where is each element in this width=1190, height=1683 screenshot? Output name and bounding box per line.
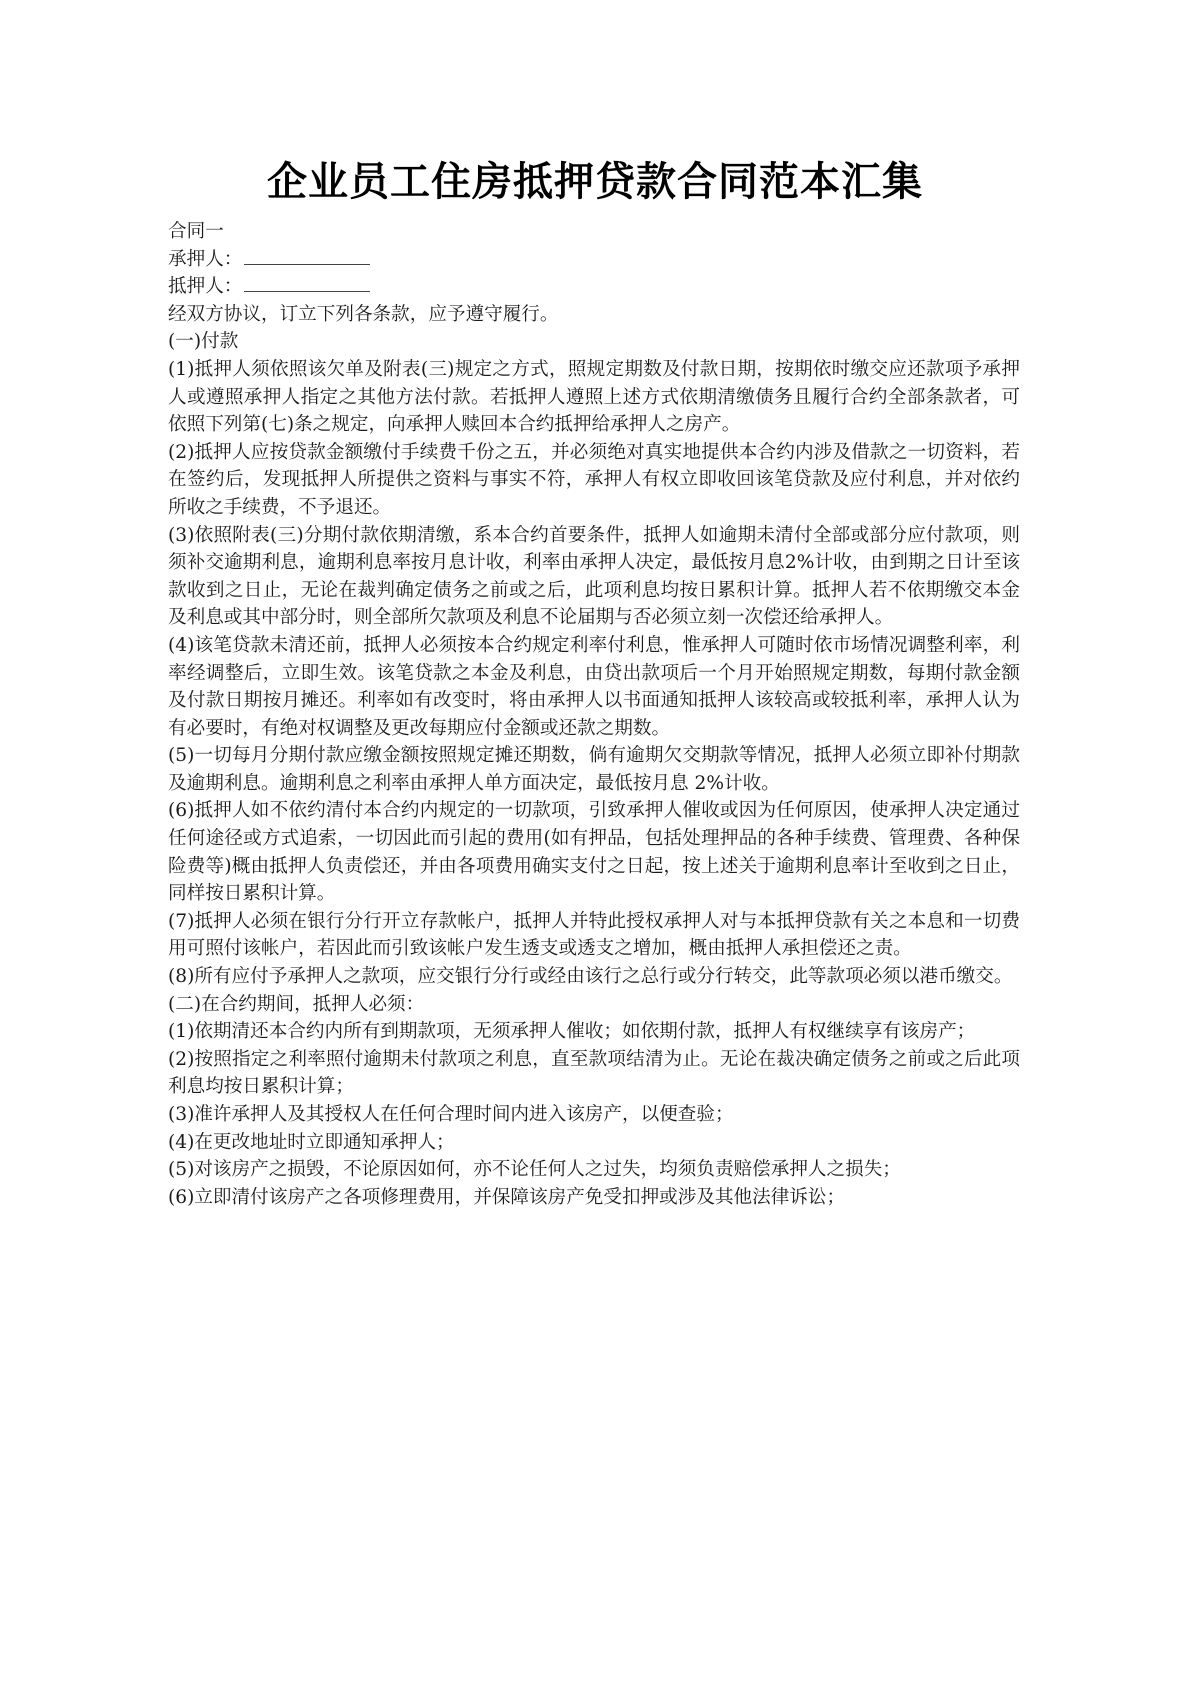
party-mortgagee-label: 承押人： <box>168 248 243 270</box>
clause: (3)准许承押人及其授权人在任何合理时间内进入该房产，以便查验； <box>168 1104 734 1125</box>
preamble: 经双方协议，订立下列各条款，应予遵守履行。 <box>168 303 559 325</box>
clause: (6)抵押人如不依约清付本合约内规定的一切款项，引致承押人催收或因为任何原因，使承押人决定通过任何途径或方式追索，一切因此而引起的费用(如有押品，包括处理押品的各种手续费、管理费、各种保险费等)概由抵押人负责偿还，并由各项费用确实支付之日起，按上述关于逾期利息率计至收到之日止，同样按日累积计算。 <box>168 800 1020 905</box>
clause: (5)一切每月分期付款应缴金额按照规定摊还期数，倘有逾期欠交期款等情况，抵押人必须立即补付期款及逾期利息。逾期利息之利率由承押人单方面决定，最低按月息 2%计收。 <box>168 745 1020 794</box>
party-mortgagor-blank <box>244 273 370 292</box>
clause: (3)依照附表(三)分期付款依期清缴，系本合约首要条件，抵押人如逾期未清付全部或部分应付款项，则须补交逾期利息，逾期利息率按月息计收，利率由承押人决定，最低按月息2%计收，由到期之日计至该款收到之日止，无论在裁判确定债务之前或之后，此项利息均按日累积计算。抵押人若不依期缴交本金及利息或其中部分时，则全部所欠款项及利息不论届期与否必须立刻一次偿还给承押人。 <box>168 524 1020 629</box>
document-body <box>168 218 1020 1211</box>
clause: (4)在更改地址时立即通知承押人； <box>168 1131 455 1153</box>
section-heading-payment: (一)付款 <box>168 331 239 353</box>
clause: (4)该笔贷款未清还前，抵押人必须按本合约规定利率付利息，惟承押人可随时依市场情况调整利率，利率经调整后，立即生效。该笔贷款之本金及利息，由贷出款项后一个月开始照规定期数，每期付款金额及付款日期按月摊还。利率如有改变时，将由承押人以书面通知抵押人该较高或较抵利率，承押人认为有必要时，有绝对权调整及更改每期应付金额或还款之期数。 <box>168 634 1020 739</box>
clause: (6)立即清付该房产之各项修理费用，并保障该房产免受扣押或涉及其他法律诉讼； <box>168 1186 846 1208</box>
party-mortgagee <box>168 246 1020 274</box>
document-title: 企业员工住房抵押贷款合同范本汇集 <box>267 158 923 205</box>
section-heading-obligations: (二)在合约期间，抵押人必须： <box>168 993 425 1015</box>
clause: (8)所有应付予承押人之款项，应交银行分行或经由该行之总行或分行转交，此等款项必须以港币缴交。 <box>168 966 1013 988</box>
party-mortgagor-label: 抵押人： <box>168 276 243 298</box>
clause: (1)依期清还本合约内所有到期款项，无须承押人催收；如依期付款，抵押人有权继续享有该房产； <box>168 1021 976 1043</box>
clause: (2)按照指定之利率照付逾期未付款项之利息，直至款项结清为止。无论在裁决确定债务之前或之后此项利息均按日累积计算； <box>168 1048 1020 1098</box>
clause: (1)抵押人须依照该欠单及附表(三)规定之方式，照规定期数及付款日期，按期依时缴交应还款项予承押人或遵照承押人指定之其他方法付款。若抵押人遵照上述方式依期清缴债务且履行合约全部条款者，可依照下列第(七)条之规定，向承押人赎回本合约抵押给承押人之房产。 <box>168 358 1020 436</box>
party-mortgagee-blank <box>244 246 370 265</box>
clause: (5)对该房产之损毁，不论原因如何，亦不论任何人之过失，均须负责赔偿承押人之损失； <box>168 1159 901 1181</box>
clause: (7)抵押人必须在银行分行开立存款帐户，抵押人并特此授权承押人对与本抵押贷款有关之本息和一切费用可照付该帐户，若因此而引致该帐户发生透支或透支之增加，概由抵押人承担偿还之责。 <box>168 910 1020 960</box>
clause: (2)抵押人应按贷款金额缴付手续费千份之五，并必须绝对真实地提供本合约内涉及借款之一切资料，若在签约后，发现抵押人所提供之资料与事实不符，承押人有权立即收回该笔贷款及应付利息，并对依约所收之手续费，不予退还。 <box>168 441 1020 518</box>
party-mortgagor <box>168 273 1020 301</box>
contract-label: 合同一 <box>168 221 224 242</box>
